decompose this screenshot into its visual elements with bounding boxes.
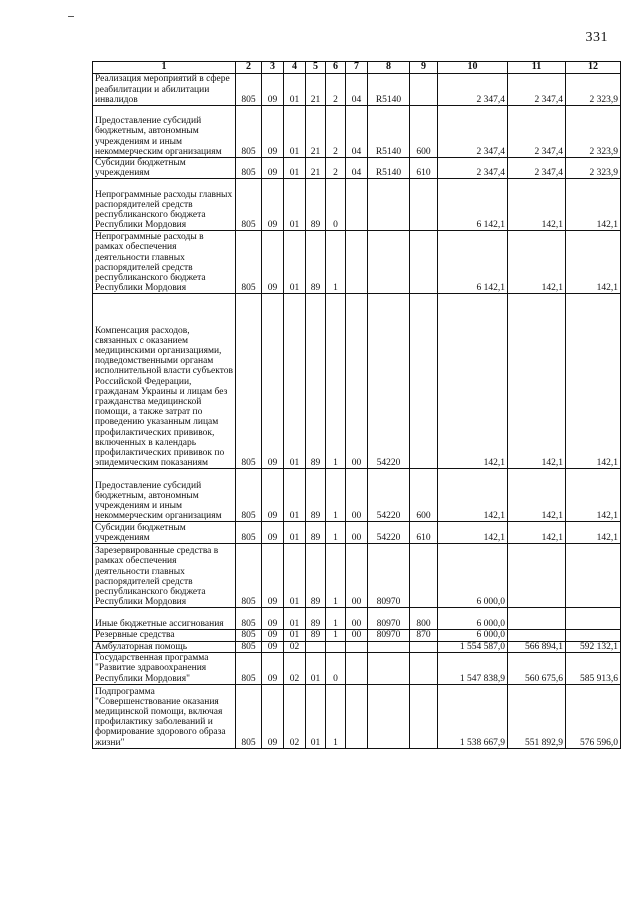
cell-col-2: 805 — [236, 608, 262, 630]
cell-col-12 — [566, 608, 621, 630]
cell-col-8: 54220 — [368, 294, 410, 469]
row-description: Амбулаторная помощь — [93, 641, 236, 652]
cell-col-2: 805 — [236, 179, 262, 231]
table-row — [93, 158, 621, 179]
table-row — [93, 641, 621, 652]
cell-col-9 — [410, 74, 438, 106]
cell-col-11: 2 347,4 — [508, 106, 566, 158]
cell-col-9: 610 — [410, 522, 438, 544]
cell-col-12: 142,1 — [566, 179, 621, 231]
cell-col-12: 142,1 — [566, 469, 621, 522]
cell-col-4: 01 — [284, 608, 306, 630]
cell-col-8: 80970 — [368, 544, 410, 608]
row-description: Непрограммные расходы главных распорядителей средств республиканского бюджета Республики Мордовия — [93, 179, 236, 231]
column-header-3: 3 — [262, 62, 284, 74]
cell-col-7: 00 — [346, 469, 368, 522]
cell-col-3: 09 — [262, 522, 284, 544]
cell-col-10: 6 142,1 — [438, 179, 508, 231]
column-header-6: 6 — [326, 62, 346, 74]
cell-col-11: 551 892,9 — [508, 684, 566, 748]
cell-col-8: R5140 — [368, 74, 410, 106]
cell-col-3: 09 — [262, 608, 284, 630]
cell-col-9: 870 — [410, 630, 438, 641]
cell-col-5: 89 — [306, 179, 326, 231]
cell-col-5: 89 — [306, 294, 326, 469]
cell-col-2: 805 — [236, 158, 262, 179]
cell-col-9 — [410, 652, 438, 684]
cell-col-4: 01 — [284, 630, 306, 641]
cell-col-12: 2 323,9 — [566, 106, 621, 158]
cell-col-5: 89 — [306, 469, 326, 522]
cell-col-10: 142,1 — [438, 522, 508, 544]
cell-col-7: 00 — [346, 294, 368, 469]
cell-col-11: 566 894,1 — [508, 641, 566, 652]
row-description: Подпрограмма "Совершенствование оказания медицинской помощи, включая профилактику заболеваний и формирование здорового образа жизни" — [93, 684, 236, 748]
cell-col-12: 592 132,1 — [566, 641, 621, 652]
cell-col-10: 6 000,0 — [438, 630, 508, 641]
cell-col-5: 89 — [306, 608, 326, 630]
cell-col-10: 1 547 838,9 — [438, 652, 508, 684]
cell-col-5: 01 — [306, 684, 326, 748]
cell-col-5: 21 — [306, 74, 326, 106]
cell-col-3: 09 — [262, 630, 284, 641]
cell-col-11: 142,1 — [508, 179, 566, 231]
cell-col-5: 89 — [306, 544, 326, 608]
cell-col-8: R5140 — [368, 158, 410, 179]
column-header-10: 10 — [438, 62, 508, 74]
column-header-5: 5 — [306, 62, 326, 74]
cell-col-6: 1 — [326, 294, 346, 469]
cell-col-9: 600 — [410, 106, 438, 158]
cell-col-3: 09 — [262, 652, 284, 684]
cell-col-3: 09 — [262, 684, 284, 748]
cell-col-9: 800 — [410, 608, 438, 630]
column-header-4: 4 — [284, 62, 306, 74]
row-description: Предоставление субсидий бюджетным, автономным учреждениям и иным некоммерческим организациям — [93, 469, 236, 522]
table-row — [93, 469, 621, 522]
cell-col-12: 576 596,0 — [566, 684, 621, 748]
cell-col-6: 1 — [326, 684, 346, 748]
cell-col-8: 80970 — [368, 630, 410, 641]
cell-col-9 — [410, 544, 438, 608]
cell-col-3: 09 — [262, 74, 284, 106]
cell-col-2: 805 — [236, 630, 262, 641]
cell-col-4: 01 — [284, 158, 306, 179]
cell-col-4: 02 — [284, 641, 306, 652]
cell-col-4: 01 — [284, 522, 306, 544]
cell-col-12: 142,1 — [566, 522, 621, 544]
cell-col-6: 2 — [326, 106, 346, 158]
cell-col-8 — [368, 179, 410, 231]
cell-col-5: 21 — [306, 106, 326, 158]
cell-col-12 — [566, 544, 621, 608]
cell-col-10: 2 347,4 — [438, 106, 508, 158]
cell-col-9 — [410, 641, 438, 652]
cell-col-7 — [346, 684, 368, 748]
cell-col-11: 2 347,4 — [508, 74, 566, 106]
cell-col-12: 142,1 — [566, 294, 621, 469]
table-row — [93, 630, 621, 641]
cell-col-6: 0 — [326, 179, 346, 231]
cell-col-6 — [326, 641, 346, 652]
cell-col-6: 2 — [326, 74, 346, 106]
table-row — [93, 544, 621, 608]
table-row — [93, 522, 621, 544]
table-row — [93, 684, 621, 748]
table-row — [93, 231, 621, 294]
row-description: Резервные средства — [93, 630, 236, 641]
row-description: Государственная программа "Развитие здравоохранения Республики Мордовия" — [93, 652, 236, 684]
cell-col-11 — [508, 608, 566, 630]
cell-col-4: 02 — [284, 652, 306, 684]
cell-col-6: 1 — [326, 544, 346, 608]
cell-col-3: 09 — [262, 158, 284, 179]
cell-col-11: 142,1 — [508, 469, 566, 522]
page-number: 331 — [585, 30, 608, 45]
cell-col-6: 1 — [326, 469, 346, 522]
cell-col-5 — [306, 641, 326, 652]
cell-col-12: 142,1 — [566, 231, 621, 294]
cell-col-11 — [508, 544, 566, 608]
cell-col-12: 2 323,9 — [566, 74, 621, 106]
cell-col-4: 01 — [284, 469, 306, 522]
row-description: Иные бюджетные ассигнования — [93, 608, 236, 630]
row-description: Предоставление субсидий бюджетным, автономным учреждениям и иным некоммерческим организациям — [93, 106, 236, 158]
cell-col-6: 1 — [326, 608, 346, 630]
cell-col-5: 21 — [306, 158, 326, 179]
cell-col-2: 805 — [236, 231, 262, 294]
cell-col-3: 09 — [262, 469, 284, 522]
cell-col-8: 80970 — [368, 608, 410, 630]
column-header-2: 2 — [236, 62, 262, 74]
cell-col-7: 00 — [346, 630, 368, 641]
cell-col-3: 09 — [262, 544, 284, 608]
cell-col-8 — [368, 652, 410, 684]
cell-col-3: 09 — [262, 231, 284, 294]
budget-table — [92, 61, 621, 749]
row-description: Реализация мероприятий в сфере реабилитации и абилитации инвалидов — [93, 74, 236, 106]
cell-col-11: 142,1 — [508, 231, 566, 294]
cell-col-8: 54220 — [368, 522, 410, 544]
table-row — [93, 74, 621, 106]
cell-col-4: 01 — [284, 544, 306, 608]
cell-col-10: 1 554 587,0 — [438, 641, 508, 652]
cell-col-3: 09 — [262, 294, 284, 469]
cell-col-7: 04 — [346, 74, 368, 106]
cell-col-2: 805 — [236, 544, 262, 608]
cell-col-7 — [346, 179, 368, 231]
cell-col-9 — [410, 179, 438, 231]
cell-col-3: 09 — [262, 106, 284, 158]
cell-col-2: 805 — [236, 469, 262, 522]
cell-col-9 — [410, 294, 438, 469]
table-row — [93, 294, 621, 469]
cell-col-4: 01 — [284, 106, 306, 158]
row-description: Компенсация расходов, связанных с оказанием медицинскими организациями, подведомственными органам исполнительной власти субъектов Российской Федерации, гражданам Украины и лицам без гражданства медицинской помощи, а также затрат по проведению указанным лицам профилактических прививок, включенных в календарь профилактических прививок по эпидемическим показаниям — [93, 294, 236, 469]
cell-col-12: 2 323,9 — [566, 158, 621, 179]
column-header-12: 12 — [566, 62, 621, 74]
cell-col-3: 09 — [262, 641, 284, 652]
cell-col-2: 805 — [236, 294, 262, 469]
cell-col-4: 01 — [284, 231, 306, 294]
table-row — [93, 106, 621, 158]
row-description: Субсидии бюджетным учреждениям — [93, 158, 236, 179]
cell-col-7 — [346, 231, 368, 294]
cell-col-3: 09 — [262, 179, 284, 231]
cell-col-8: R5140 — [368, 106, 410, 158]
cell-col-8: 54220 — [368, 469, 410, 522]
cell-col-10: 142,1 — [438, 469, 508, 522]
cell-col-7: 00 — [346, 522, 368, 544]
table-row — [93, 652, 621, 684]
cell-col-10: 6 000,0 — [438, 544, 508, 608]
cell-col-11: 142,1 — [508, 294, 566, 469]
cell-col-4: 02 — [284, 684, 306, 748]
cell-col-10: 142,1 — [438, 294, 508, 469]
cell-col-11: 2 347,4 — [508, 158, 566, 179]
cell-col-11: 142,1 — [508, 522, 566, 544]
column-header-7: 7 — [346, 62, 368, 74]
cell-col-2: 805 — [236, 74, 262, 106]
cell-col-2: 805 — [236, 522, 262, 544]
cell-col-12: 585 913,6 — [566, 652, 621, 684]
cell-col-11: 560 675,6 — [508, 652, 566, 684]
cell-col-9 — [410, 684, 438, 748]
table-row — [93, 608, 621, 630]
cell-col-10: 6 142,1 — [438, 231, 508, 294]
cell-col-10: 6 000,0 — [438, 608, 508, 630]
row-description: Зарезервированные средства в рамках обеспечения деятельности главных распорядителей средств республиканского бюджета Республики Мордовия — [93, 544, 236, 608]
cell-col-2: 805 — [236, 106, 262, 158]
cell-col-7: 04 — [346, 158, 368, 179]
cell-col-12 — [566, 630, 621, 641]
cell-col-2: 805 — [236, 641, 262, 652]
cell-col-9: 600 — [410, 469, 438, 522]
cell-col-4: 01 — [284, 74, 306, 106]
cell-col-5: 89 — [306, 522, 326, 544]
cell-col-6: 0 — [326, 652, 346, 684]
cell-col-6: 2 — [326, 158, 346, 179]
scan-mark — [68, 16, 74, 17]
column-header-11: 11 — [508, 62, 566, 74]
column-header-9: 9 — [410, 62, 438, 74]
cell-col-6: 1 — [326, 231, 346, 294]
table-row — [93, 179, 621, 231]
cell-col-5: 01 — [306, 652, 326, 684]
cell-col-10: 2 347,4 — [438, 158, 508, 179]
row-description: Непрограммные расходы в рамках обеспечения деятельности главных распорядителей средств республиканского бюджета Республики Мордовия — [93, 231, 236, 294]
header-row — [93, 62, 621, 74]
column-header-1: 1 — [93, 62, 236, 74]
cell-col-5: 89 — [306, 231, 326, 294]
cell-col-5: 89 — [306, 630, 326, 641]
cell-col-6: 1 — [326, 522, 346, 544]
cell-col-8 — [368, 641, 410, 652]
table-body — [93, 74, 621, 749]
cell-col-4: 01 — [284, 294, 306, 469]
cell-col-2: 805 — [236, 652, 262, 684]
cell-col-11 — [508, 630, 566, 641]
cell-col-7: 04 — [346, 106, 368, 158]
cell-col-7: 00 — [346, 544, 368, 608]
column-header-8: 8 — [368, 62, 410, 74]
cell-col-8 — [368, 684, 410, 748]
cell-col-7 — [346, 641, 368, 652]
cell-col-9 — [410, 231, 438, 294]
cell-col-7: 00 — [346, 608, 368, 630]
cell-col-7 — [346, 652, 368, 684]
row-description: Субсидии бюджетным учреждениям — [93, 522, 236, 544]
cell-col-8 — [368, 231, 410, 294]
cell-col-4: 01 — [284, 179, 306, 231]
cell-col-10: 2 347,4 — [438, 74, 508, 106]
cell-col-2: 805 — [236, 684, 262, 748]
cell-col-10: 1 538 667,9 — [438, 684, 508, 748]
cell-col-6: 1 — [326, 630, 346, 641]
cell-col-9: 610 — [410, 158, 438, 179]
